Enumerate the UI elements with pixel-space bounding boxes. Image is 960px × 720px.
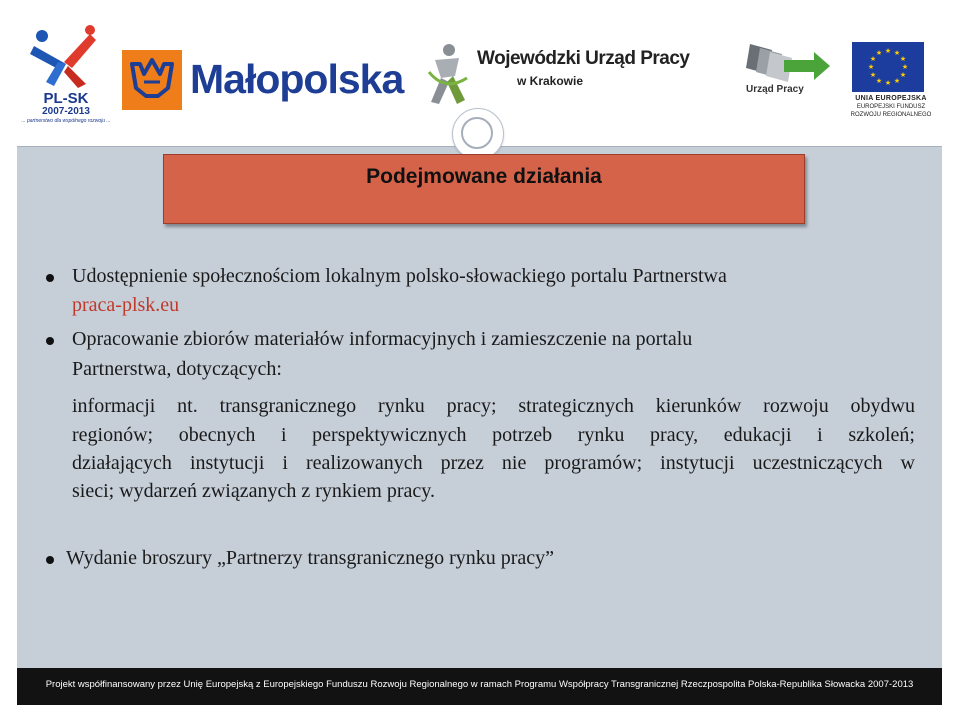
urzad-pracy-label: Urząd Pracy: [746, 84, 804, 95]
svg-text:★: ★: [899, 55, 907, 63]
svg-text:★: ★: [884, 79, 892, 87]
urzad-pracy-logo: [738, 40, 833, 102]
slide-title: Podejmowane działania: [366, 165, 602, 188]
svg-text:★: ★: [901, 63, 909, 71]
bullet-dot: [46, 556, 54, 564]
svg-text:★: ★: [875, 77, 883, 85]
malopolska-emblem-icon: [122, 50, 182, 110]
eu-flag-icon: [852, 42, 924, 92]
plsk-logo: [20, 24, 112, 126]
plsk-figure-icon: [20, 24, 112, 90]
svg-text:★: ★: [867, 63, 875, 71]
plsk-tagline: ... partnerstwo dla wspólnego rozwoju ...: [21, 118, 111, 124]
footer-text: Projekt współfinansowany przez Unię Europejską z Europejskiego Funduszu Rozwoju Regionalnego w ramach Programu Współpracy Transgranicznej Rzeczpospolita Polska-Republika Słowacka 2007-2013: [45, 679, 914, 690]
plsk-years: 2007-2013: [42, 106, 90, 117]
svg-text:★: ★: [893, 77, 901, 85]
malopolska-logo: [120, 44, 410, 114]
paragraph-line-1: informacji nt. transgranicznego rynku pracy; strategicznych kierunków rozwoju obydwu: [72, 395, 915, 417]
eu-line-2: EUROPEJSKI FUNDUSZ: [856, 104, 926, 110]
footer-bar: [17, 668, 942, 705]
paragraph-line-3: działających instytucji i realizowanych przez nie programów; instytucji uczestniczących w: [72, 452, 915, 474]
svg-text:★: ★: [869, 71, 877, 79]
bullet-dot: [46, 274, 54, 282]
bullet-dot: [46, 337, 54, 345]
plsk-name: PL-SK: [43, 90, 89, 107]
portal-link[interactable]: praca-plsk.eu: [72, 294, 180, 316]
eu-logo: [846, 42, 936, 122]
paragraph-line-2: regionów; obecnych i perspektywicznych potrzeb rynku pracy, edukacji i szkoleń;: [72, 424, 915, 446]
svg-text:★: ★: [893, 49, 901, 57]
wup-title: Wojewódzki Urząd Pracy: [477, 48, 690, 69]
slide-title-box: [163, 154, 805, 224]
bullet-2-text-line-2: Partnerstwa, dotyczących:: [72, 358, 282, 380]
svg-text:★: ★: [875, 49, 883, 57]
urzad-pracy-arrow-icon: [738, 40, 833, 84]
wup-subtitle: w Krakowie: [517, 74, 584, 88]
paragraph-line-4: sieci; wydarzeń związanych z rynkiem pracy.: [72, 480, 435, 502]
svg-text:★: ★: [884, 47, 892, 55]
bullet-3-text: Wydanie broszury „Partnerzy transgranicznego rynku pracy”: [66, 547, 555, 569]
svg-text:★: ★: [899, 71, 907, 79]
bullet-2-text-line-1: Opracowanie zbiorów materiałów informacyjnych i zamieszczenie na portalu: [72, 328, 693, 350]
wup-logo: [425, 42, 715, 108]
bullet-1-text: Udostępnienie społecznościom lokalnym polsko-słowackiego portalu Partnerstwa: [72, 265, 727, 287]
eu-line-1: UNIA EUROPEJSKA: [855, 95, 927, 102]
decorative-ring-icon: [452, 108, 504, 160]
svg-text:★: ★: [869, 55, 877, 63]
eu-line-3: ROZWOJU REGIONALNEGO: [850, 112, 932, 118]
wup-figure-icon: [425, 42, 471, 108]
malopolska-wordmark: Małopolska: [190, 56, 404, 102]
